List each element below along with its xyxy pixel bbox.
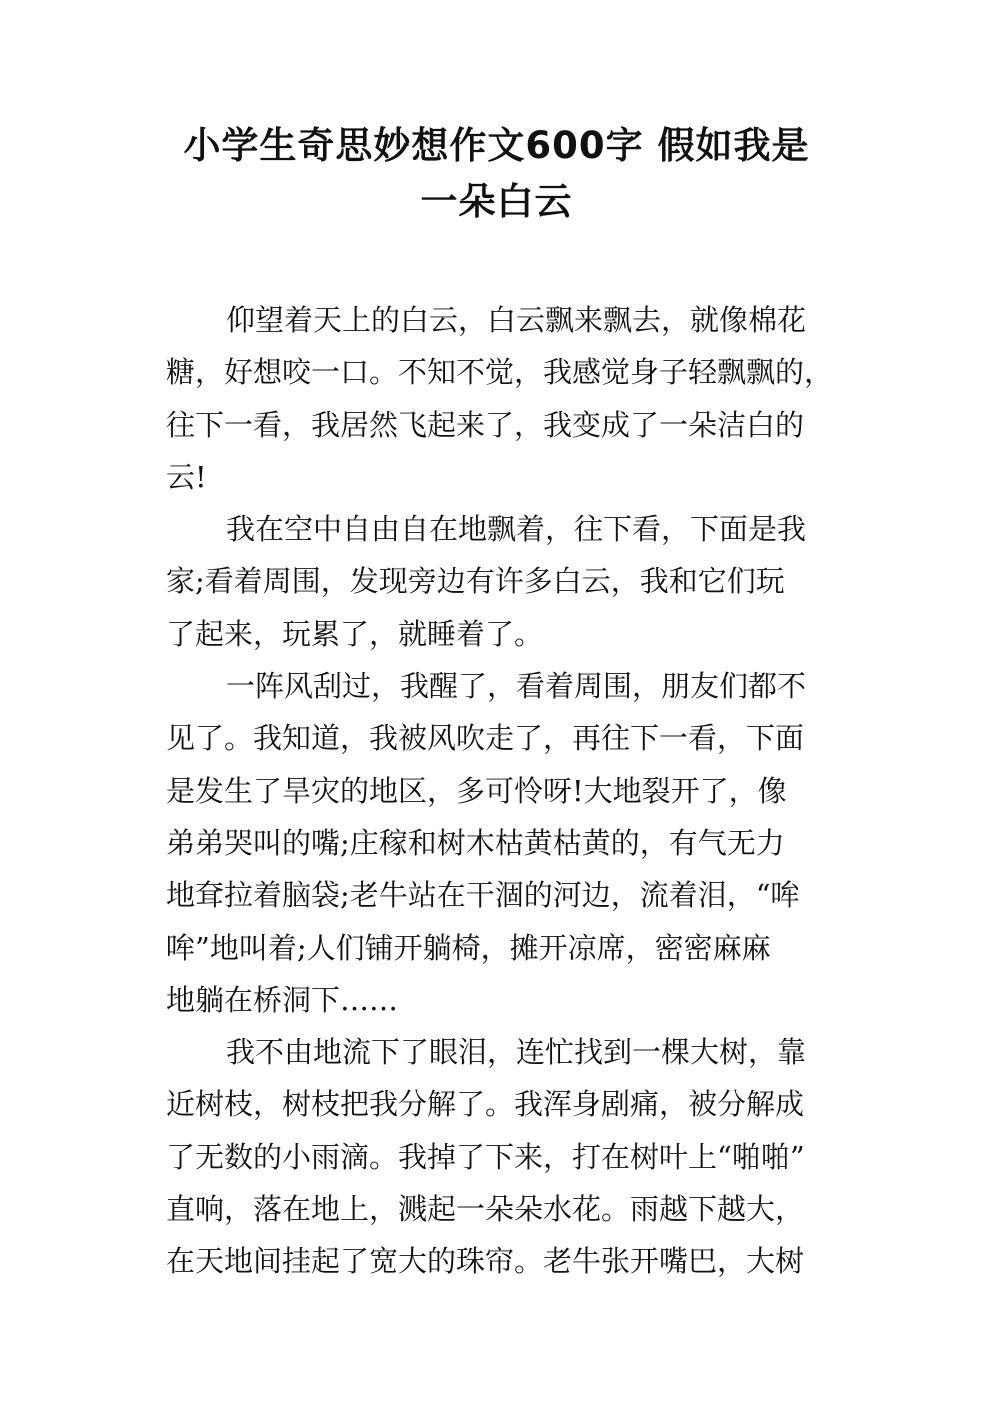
text-line: 家;看着周围，发现旁边有许多白云，我和它们玩 (166, 564, 785, 599)
text-line: 哞”地叫着;人们铺开躺椅，摊开凉席，密密麻麻 (166, 930, 771, 965)
paragraph-1 (166, 294, 846, 503)
text-line: 弟弟哭叫的嘴;庄稼和树木枯黄枯黄的，有气无力 (166, 825, 785, 860)
text-line: 近树枝，树枝把我分解了。我浑身剧痛，被分解成 (166, 1087, 805, 1122)
document-title (140, 118, 853, 230)
text-line: 仰望着天上的白云，白云飘来飘去，就像棉花 (226, 303, 807, 337)
paragraph-2 (166, 503, 846, 660)
text-line: 地耷拉着脑袋;老牛站在干涸的河边，流着泪，“哞 (166, 878, 800, 913)
title-line-2: 一朵白云 (420, 180, 573, 223)
title-line-1: 小学生奇思妙想作文600字 假如我是 (183, 124, 810, 167)
text-line: 是发生了旱灾的地区，多可怜呀!大地裂开了，像 (166, 773, 787, 808)
text-line: 我在空中自由自在地飘着，往下看，下面是我 (226, 512, 807, 547)
paragraph-4 (166, 1026, 846, 1287)
text-line: 见了。我知道，我被风吹走了，再往下一看，下面 (166, 721, 805, 756)
text-line: 了无数的小雨滴。我掉了下来，打在树叶上“啪啪” (166, 1139, 805, 1174)
text-line: 直响，落在地上，溅起一朵朵水花。雨越下越大， (166, 1192, 805, 1227)
text-line: 往下一看，我居然飞起来了，我变成了一朵洁白的 (166, 407, 805, 442)
text-line: 了起来，玩累了，就睡着了。 (166, 616, 544, 651)
text-line: 地躺在桥洞下…… (166, 982, 399, 1017)
text-line: 一阵风刮过，我醒了，看着周围，朋友们都不 (226, 669, 807, 704)
paragraph-3 (166, 660, 846, 1026)
text-line: 在天地间挂起了宽大的珠帘。老牛张开嘴巴，大树 (166, 1244, 805, 1279)
text-line: 我不由地流下了眼泪，连忙找到一棵大树，靠 (226, 1035, 807, 1070)
text-line: 云! (166, 459, 207, 494)
text-line: 糖，好想咬一口。不知不觉，我感觉身子轻飘飘的， (166, 355, 834, 390)
document-body (166, 294, 846, 1288)
